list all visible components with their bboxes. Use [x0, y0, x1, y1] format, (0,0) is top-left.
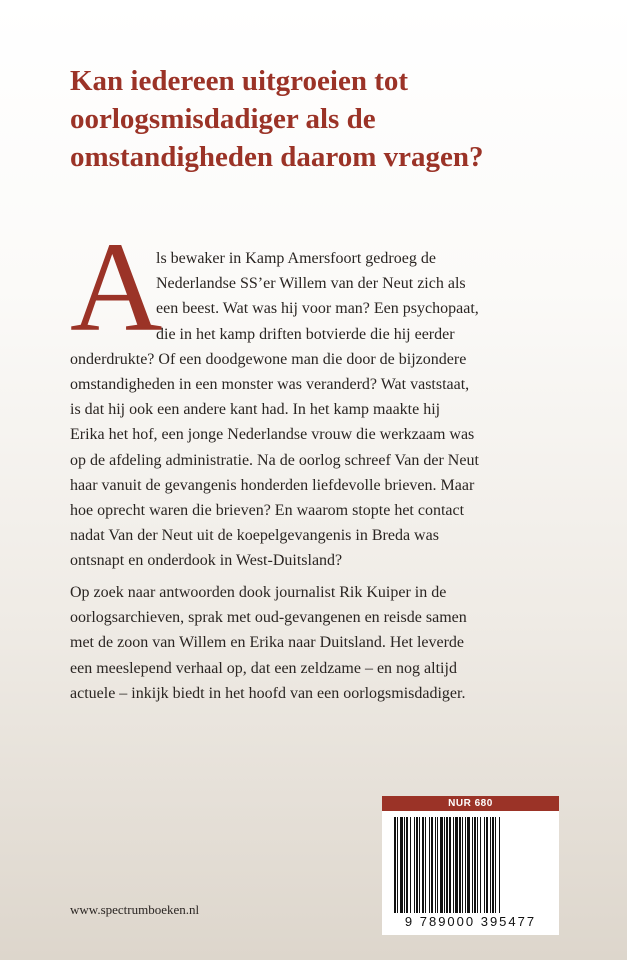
text-line: Nederlandse SS’er Willem van der Neut zich als — [156, 275, 466, 293]
text-line: haar vanuit de gevangenis honderden liefdevolle brieven. Maar — [70, 476, 475, 494]
back-cover-headline — [70, 62, 610, 176]
text-line: hoe oprecht waren die brieven? En waarom stopte het contact — [70, 502, 465, 520]
text-line: nadat Van der Neut uit de koepelgevangenis in Breda was — [70, 527, 439, 545]
text-line: is dat hij ook een andere kant had. In het kamp maakte hij — [70, 401, 441, 419]
text-line: op de afdeling administratie. Na de oorlog schreef Van der Neut — [70, 451, 479, 469]
nur-label: NUR 680 — [382, 796, 559, 811]
text-line: een meeslepend verhaal op, dat een zeldzame – en nog altijd — [70, 659, 457, 677]
headline-line: Kan iedereen uitgroeien tot — [70, 65, 409, 97]
text-line: een beest. Wat was hij voor man? Een psychopaat, — [156, 300, 479, 318]
drop-cap: A — [70, 216, 163, 358]
text-line: oorlogsarchieven, sprak met oud-gevangenen en reisde samen — [70, 609, 467, 627]
text-line: actuele – inkijk biedt in het hoofd van een oorlogsmisdadiger. — [70, 684, 466, 702]
text-line: ls bewaker in Kamp Amersfoort gedroeg de — [156, 250, 436, 267]
text-line: Erika het hof, een jonge Nederlandse vrouw die werkzaam was — [70, 426, 475, 444]
publisher-website: www.spectrumboeken.nl — [70, 902, 200, 917]
text-line: ontsnapt en onderdook in West-Duitsland? — [70, 552, 343, 570]
text-line: die in het kamp driften botvierde die hij eerder — [156, 325, 455, 343]
text-line: Op zoek naar antwoorden dook journalist Rik Kuiper in de — [70, 584, 447, 601]
text-line: met de zoon van Willem en Erika naar Duitsland. Het leverde — [70, 634, 465, 652]
text-line: omstandigheden in een monster was veranderd? Wat vaststaat, — [70, 376, 470, 394]
text-line: onderdrukte? Of een doodgewone man die door de bijzondere — [70, 350, 467, 368]
isbn-number: 9 789000 395477 — [404, 914, 537, 929]
barcode-panel — [382, 811, 559, 935]
barcode-bars — [394, 817, 547, 913]
second-paragraph — [70, 580, 562, 706]
barcode-block — [382, 796, 559, 935]
headline-line: oorlogsmisdadiger als de — [70, 103, 376, 135]
headline-line: omstandigheden daarom vragen? — [70, 141, 484, 173]
intro-paragraph — [70, 216, 562, 574]
